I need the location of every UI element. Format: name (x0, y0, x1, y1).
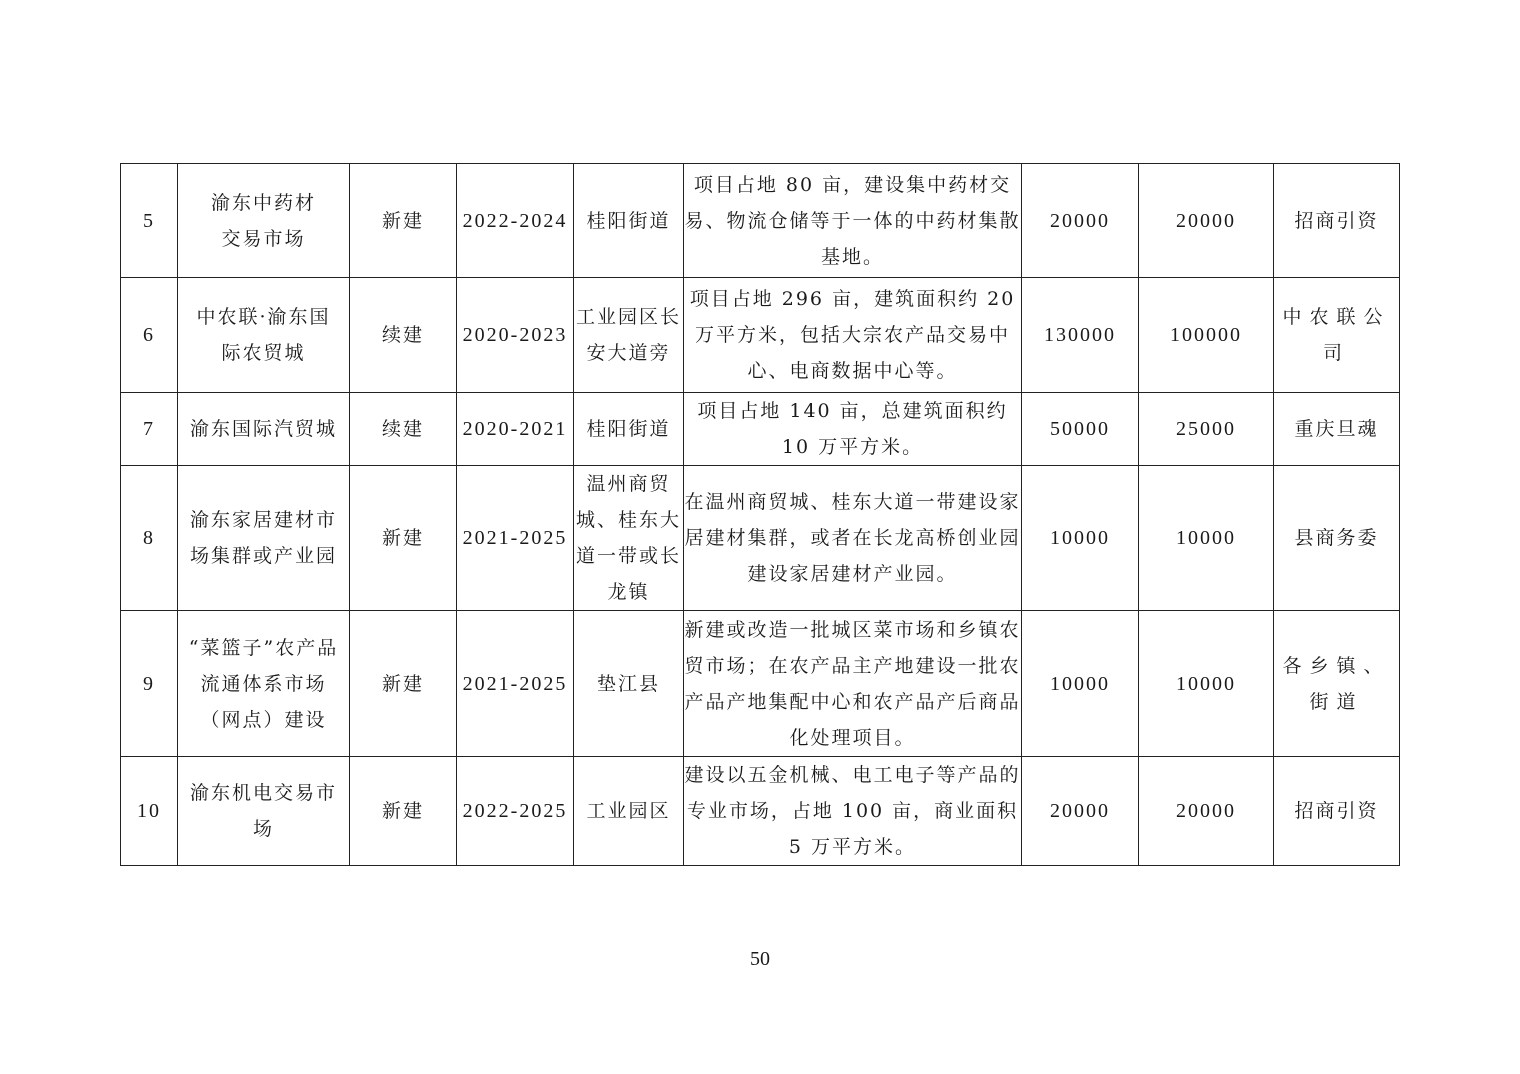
responsible-unit: 县商务委 (1274, 466, 1400, 611)
planned-investment: 10000 (1139, 611, 1274, 757)
total-investment: 50000 (1022, 393, 1139, 466)
construction-type: 新建 (350, 611, 457, 757)
row-number: 7 (121, 393, 178, 466)
project-location: 桂阳街道 (574, 393, 684, 466)
construction-period: 2021-2025 (457, 611, 574, 757)
table-row (121, 278, 1400, 393)
project-content: 在温州商贸城、桂东大道一带建设家居建材集群，或者在长龙高桥创业园建设家居建材产业园。 (684, 466, 1022, 611)
project-name: “菜篮子”农产品流通体系市场（网点）建设 (178, 611, 350, 757)
construction-type: 续建 (350, 393, 457, 466)
total-investment: 20000 (1022, 757, 1139, 866)
project-table (120, 163, 1400, 866)
construction-period: 2022-2024 (457, 164, 574, 278)
total-investment: 10000 (1022, 611, 1139, 757)
row-number: 9 (121, 611, 178, 757)
total-investment: 130000 (1022, 278, 1139, 393)
construction-period: 2020-2023 (457, 278, 574, 393)
total-investment: 20000 (1022, 164, 1139, 278)
project-content: 新建或改造一批城区菜市场和乡镇农贸市场；在农产品主产地建设一批农产品产地集配中心和农产品产后商品化处理项目。 (684, 611, 1022, 757)
construction-type: 新建 (350, 164, 457, 278)
responsible-unit: 招商引资 (1274, 164, 1400, 278)
project-location: 温州商贸城、桂东大道一带或长龙镇 (574, 466, 684, 611)
responsible-unit: 各乡镇、街道 (1274, 611, 1400, 757)
table-row (121, 757, 1400, 866)
responsible-unit: 招商引资 (1274, 757, 1400, 866)
project-location: 垫江县 (574, 611, 684, 757)
project-name: 渝东家居建材市场集群或产业园 (178, 466, 350, 611)
page-number: 50 (750, 948, 770, 970)
construction-type: 新建 (350, 466, 457, 611)
project-content: 建设以五金机械、电工电子等产品的专业市场，占地 100 亩，商业面积 5 万平方米。 (684, 757, 1022, 866)
planned-investment: 100000 (1139, 278, 1274, 393)
project-content: 项目占地 140 亩，总建筑面积约 10 万平方米。 (684, 393, 1022, 466)
construction-type: 续建 (350, 278, 457, 393)
row-number: 10 (121, 757, 178, 866)
project-location: 工业园区 (574, 757, 684, 866)
planned-investment: 20000 (1139, 164, 1274, 278)
planned-investment: 10000 (1139, 466, 1274, 611)
project-content: 项目占地 296 亩，建筑面积约 20 万平方米，包括大宗农产品交易中心、电商数据中心等。 (684, 278, 1022, 393)
project-name: 中农联·渝东国际农贸城 (178, 278, 350, 393)
row-number: 6 (121, 278, 178, 393)
project-name: 渝东机电交易市场 (178, 757, 350, 866)
project-location: 桂阳街道 (574, 164, 684, 278)
construction-period: 2022-2025 (457, 757, 574, 866)
table-row (121, 466, 1400, 611)
planned-investment: 25000 (1139, 393, 1274, 466)
responsible-unit: 中农联公司 (1274, 278, 1400, 393)
row-number: 8 (121, 466, 178, 611)
table-row (121, 164, 1400, 278)
project-content: 项目占地 80 亩，建设集中药材交易、物流仓储等于一体的中药材集散基地。 (684, 164, 1022, 278)
total-investment: 10000 (1022, 466, 1139, 611)
project-location: 工业园区长安大道旁 (574, 278, 684, 393)
construction-period: 2021-2025 (457, 466, 574, 611)
table-row (121, 611, 1400, 757)
project-name: 渝东国际汽贸城 (178, 393, 350, 466)
row-number: 5 (121, 164, 178, 278)
construction-period: 2020-2021 (457, 393, 574, 466)
construction-type: 新建 (350, 757, 457, 866)
project-name: 渝东中药材交易市场 (178, 164, 350, 278)
table-row (121, 393, 1400, 466)
responsible-unit: 重庆旦魂 (1274, 393, 1400, 466)
planned-investment: 20000 (1139, 757, 1274, 866)
